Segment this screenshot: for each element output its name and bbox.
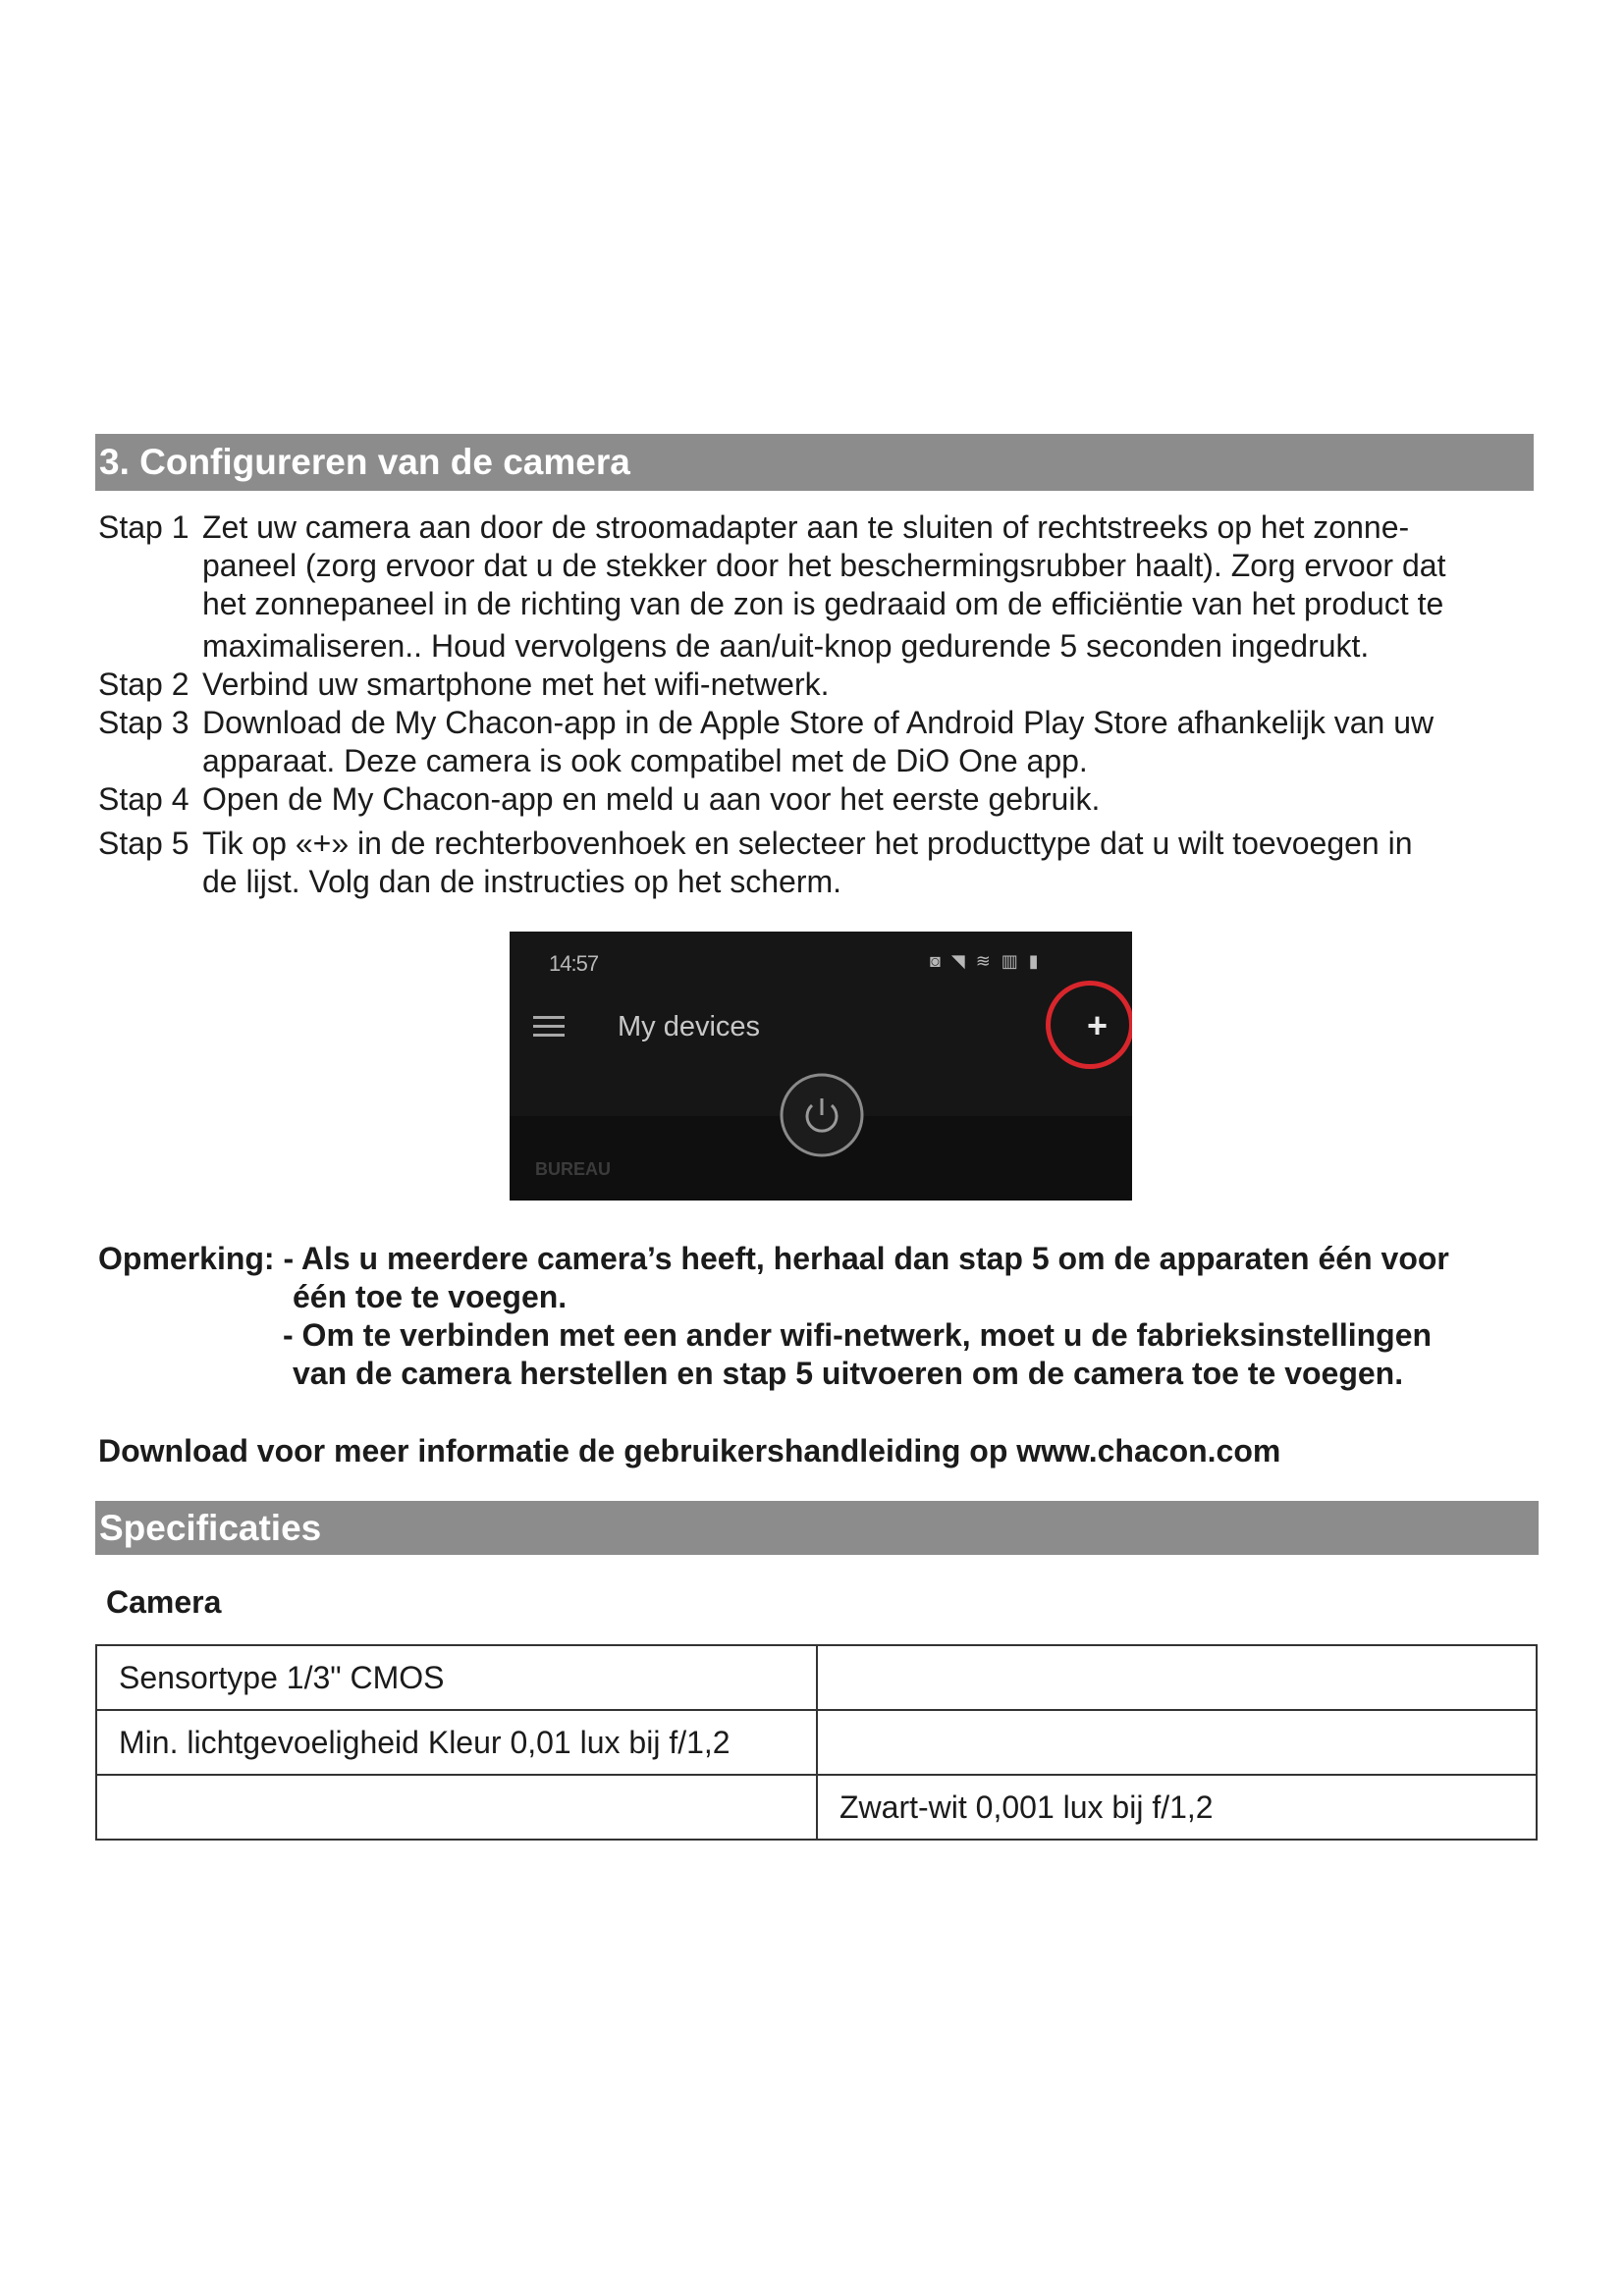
step-line: apparaat. Deze camera is ook compatibel met de DiO One app. bbox=[202, 743, 1088, 778]
step-1 bbox=[98, 508, 1542, 666]
power-icon[interactable] bbox=[778, 1071, 866, 1159]
remark-line: van de camera herstellen en stap 5 uitvoeren om de camera toe te voegen. bbox=[293, 1356, 1404, 1391]
step-label: Stap 4 bbox=[98, 781, 189, 817]
remark-line: één toe te voegen. bbox=[293, 1279, 568, 1314]
section-title: 3. Configureren van de camera bbox=[99, 442, 630, 482]
table-row bbox=[96, 1775, 1537, 1840]
step-label: Stap 2 bbox=[98, 667, 189, 702]
hamburger-menu-icon[interactable] bbox=[533, 1016, 565, 1038]
step-line: Open de My Chacon-app en meld u aan voor het eerste gebruik. bbox=[202, 781, 1101, 817]
remark-label: Opmerking: bbox=[98, 1241, 275, 1276]
step-label: Stap 3 bbox=[98, 705, 189, 740]
step-line: het zonnepaneel in de richting van de zon is gedraaid om de efficiëntie van het product te bbox=[202, 586, 1444, 621]
step-line: maximaliseren.. Houd vervolgens de aan/uit-knop gedurende 5 seconden ingedrukt. bbox=[202, 628, 1370, 664]
step-line: Zet uw camera aan door de stroomadapter aan te sluiten of rechtstreeks op het zonne- bbox=[202, 509, 1410, 545]
table-cell: Zwart-wit 0,001 lux bij f/1,2 bbox=[817, 1775, 1537, 1840]
table-row bbox=[96, 1645, 1537, 1710]
step-5 bbox=[98, 825, 1542, 901]
remark-block bbox=[98, 1240, 1449, 1393]
table-cell: Sensortype 1/3" CMOS bbox=[96, 1645, 817, 1710]
table-cell bbox=[96, 1775, 817, 1840]
step-line: Tik op «+» in de rechterbovenhoek en selecteer het producttype dat u wilt toevoegen in bbox=[202, 826, 1413, 861]
app-screenshot bbox=[510, 932, 1132, 1201]
add-device-button[interactable]: + bbox=[1087, 1005, 1109, 1045]
remark-line: - Om te verbinden met een ander wifi-netwerk, moet u de fabrieksinstellingen bbox=[283, 1317, 1433, 1353]
spec-table bbox=[95, 1644, 1538, 1841]
table-cell bbox=[817, 1710, 1537, 1775]
section-title: Specificaties bbox=[99, 1507, 322, 1548]
table-row bbox=[96, 1710, 1537, 1775]
step-label: Stap 5 bbox=[98, 826, 189, 861]
download-info: Download voor meer informatie de gebruikershandleiding op www.chacon.com bbox=[98, 1433, 1281, 1468]
room-label: BUREAU bbox=[535, 1159, 612, 1179]
step-line: de lijst. Volg dan de instructies op het scherm. bbox=[202, 864, 842, 899]
section-header-configuration bbox=[95, 434, 1534, 491]
step-4 bbox=[98, 780, 1542, 819]
step-line: paneel (zorg ervoor dat u de stekker door het beschermingsrubber haalt). Zorg ervoor dat bbox=[202, 548, 1446, 583]
status-time: 14:57 bbox=[549, 951, 599, 976]
step-3 bbox=[98, 704, 1542, 780]
step-list bbox=[98, 508, 1542, 901]
table-cell: Min. lichtgevoeligheid Kleur 0,01 lux bij f/1,2 bbox=[96, 1710, 817, 1775]
step-2 bbox=[98, 666, 1542, 704]
remark-text: - Als u meerdere camera’s heeft, herhaal dan stap 5 om de apparaten één voor bbox=[283, 1241, 1449, 1276]
table-cell bbox=[817, 1645, 1537, 1710]
section-header-specifications bbox=[95, 1501, 1539, 1555]
remark-line bbox=[98, 1240, 1449, 1278]
step-label: Stap 1 bbox=[98, 509, 189, 545]
step-line: Verbind uw smartphone met het wifi-netwerk. bbox=[202, 667, 830, 702]
step-line: Download de My Chacon-app in de Apple Store of Android Play Store afhankelijk van uw bbox=[202, 705, 1435, 740]
subsection-title: Camera bbox=[106, 1584, 222, 1620]
app-title: My devices bbox=[618, 1011, 761, 1042]
status-icons: ◙ ◥ ≋ ▥ ▮ bbox=[930, 951, 1042, 971]
